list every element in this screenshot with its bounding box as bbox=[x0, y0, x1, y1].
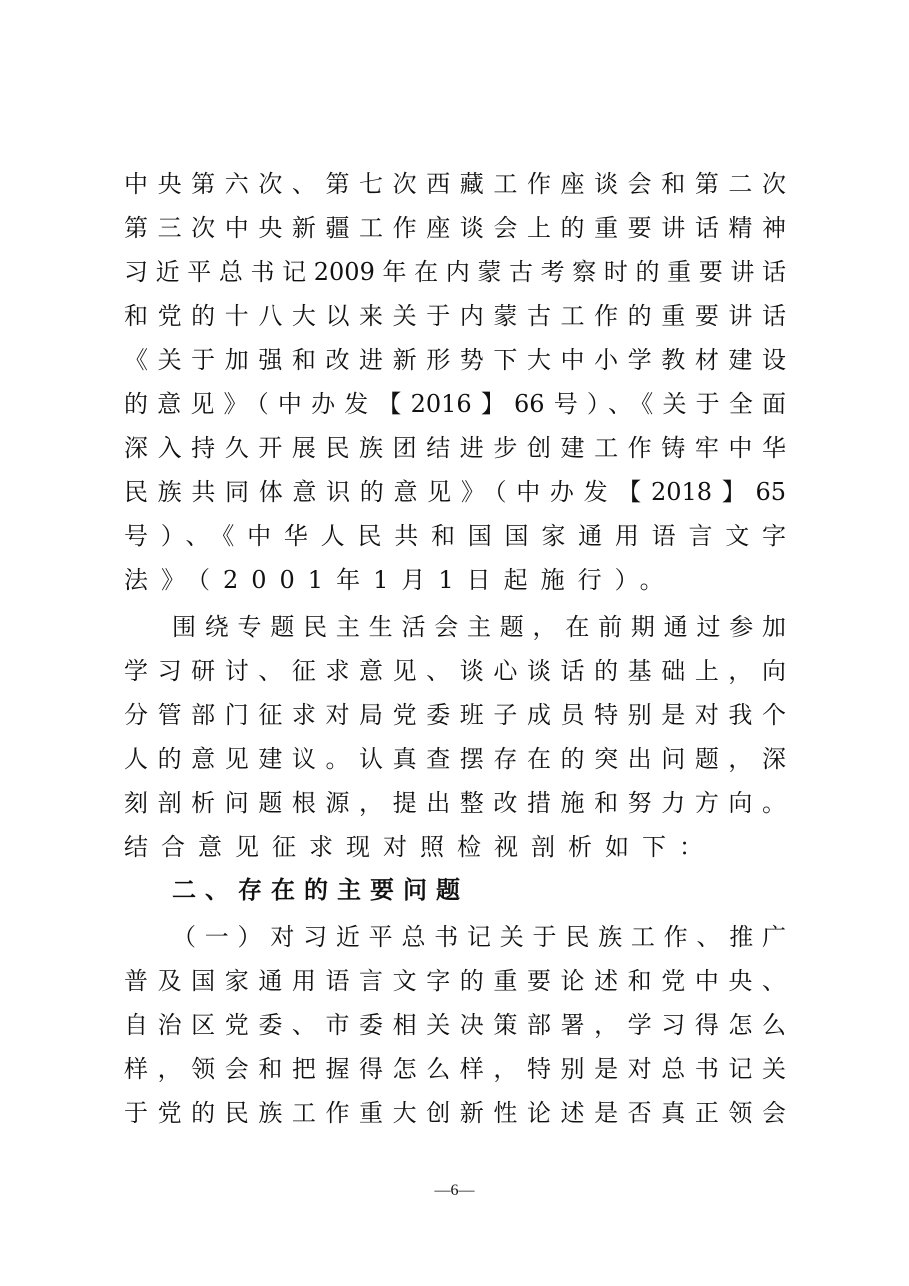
text-line: 习近平总书记2009年在内蒙古考察时的重要讲话 bbox=[124, 258, 786, 286]
text-line: 刻剖析问题根源，提出整改措施和努力方向。 bbox=[124, 789, 786, 817]
text-line: 自治区党委、市委相关决策部署，学习得怎么 bbox=[124, 1011, 786, 1039]
text-line: 法》（2001年1月1日起施行）。 bbox=[124, 566, 677, 594]
text-line: 样，领会和把握得怎么样，特别是对总书记关 bbox=[124, 1055, 786, 1083]
text-line: 结合意见征求现对照检视剖析如下： bbox=[124, 833, 716, 861]
text-line: 民族共同体意识的意见》（中办发【2018】65 bbox=[124, 478, 786, 506]
text-line: 号）、《中华人民共和国国家通用语言文字 bbox=[124, 522, 786, 550]
text-line: 围绕专题民主生活会主题，在前期通过参加 bbox=[172, 613, 786, 641]
text-line: 学习研讨、征求意见、谈心谈话的基础上，向 bbox=[124, 657, 786, 685]
section-heading: 二、存在的主要问题 bbox=[172, 876, 469, 904]
text-line: 人的意见建议。认真查摆存在的突出问题，深 bbox=[124, 745, 786, 773]
text-line: 第三次中央新疆工作座谈会上的重要讲话精神 bbox=[124, 214, 786, 242]
page-number: —6— bbox=[434, 1182, 475, 1199]
text-line: 深入持久开展民族团结进步创建工作铸牢中华 bbox=[124, 434, 786, 462]
text-line: 于党的民族工作重大创新性论述是否真正领会 bbox=[124, 1099, 786, 1127]
text-line: 《关于加强和改进新形势下大中小学教材建设 bbox=[124, 346, 786, 374]
text-line: 普及国家通用语言文字的重要论述和党中央、 bbox=[124, 967, 786, 995]
text-line: 和党的十八大以来关于内蒙古工作的重要讲话 bbox=[124, 302, 786, 330]
text-line: 中央第六次、第七次西藏工作座谈会和第二次 bbox=[124, 170, 786, 198]
text-line: 分管部门征求对局党委班子成员特别是对我个 bbox=[124, 701, 786, 729]
text-line: 的意见》（中办发【2016】66号）、《关于全面 bbox=[124, 390, 786, 418]
text-line: （一）对习近平总书记关于民族工作、推广 bbox=[172, 923, 786, 951]
